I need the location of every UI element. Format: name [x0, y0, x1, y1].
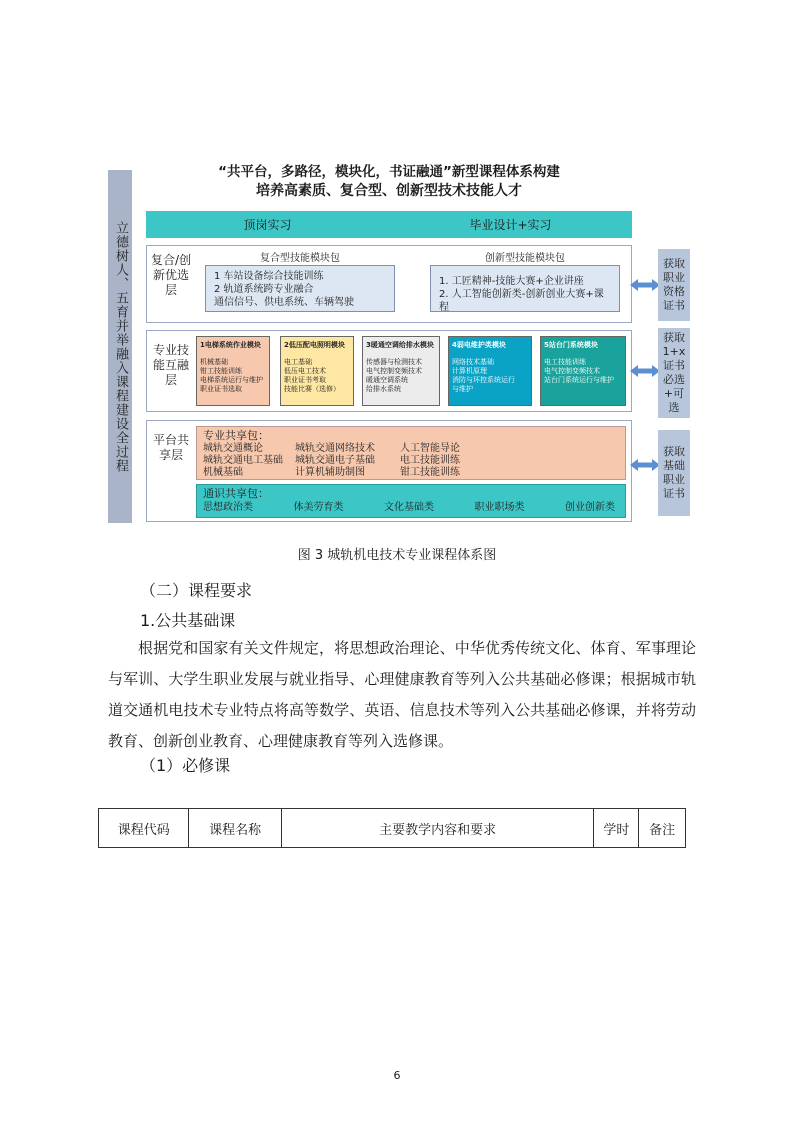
- common-item: 职业职场类: [474, 502, 525, 513]
- share-item: 人工智能导论: [400, 443, 460, 454]
- cert-vocational-qualification: [658, 249, 690, 321]
- module-low-voltage: [280, 336, 354, 406]
- module-weak-current: [448, 336, 532, 406]
- module-item: 消防与环控系统运行: [452, 376, 515, 384]
- cert-text: 获取基础职业证书: [663, 445, 685, 500]
- table-header-cell: 备注: [639, 809, 686, 848]
- module-item: 站台门系统运行与维护: [544, 376, 614, 384]
- course-table: [98, 808, 686, 848]
- module-item: 低压电工技术: [284, 367, 326, 375]
- table-header-cell: 主要教学内容和要求: [281, 809, 594, 848]
- module-title: 2低压配电照明模块: [284, 341, 345, 349]
- module-item: 电气控制变频技术: [544, 367, 600, 375]
- pkg-innovative-line: 2. 人工智能创新类-创新创业大赛+课程: [439, 289, 604, 313]
- layer2-label: 专业技能互融层: [152, 343, 189, 387]
- module-item: 暖通空调系统: [366, 376, 408, 384]
- module-item: 技能比赛（选修）: [284, 385, 340, 393]
- module-item: 钳工技能训练: [200, 367, 242, 375]
- pkg-composite-title: 复合型技能模块包: [260, 253, 340, 264]
- section-heading: （二）课程要求: [140, 581, 253, 600]
- module-item: 职业证书选取: [200, 385, 242, 393]
- page-number: 6: [393, 1069, 401, 1082]
- figure-caption: 图 3 城轨机电技术专业课程体系图: [297, 548, 497, 563]
- module-item: 电气控制变频技术: [366, 367, 422, 375]
- share-item: 城轨交通网络技术: [295, 443, 375, 454]
- module-title: 3暖通空调给排水模块: [366, 341, 434, 349]
- pkg-innovative-line: 1. 工匠精神-技能大赛+企业讲座: [439, 276, 584, 287]
- double-arrow-icon: [630, 278, 660, 292]
- share-item: 城轨交通概论: [203, 443, 263, 454]
- table-header-cell: 课程名称: [189, 809, 281, 848]
- left-banner-text: 立德树人、五育并举融入课程建设全过程: [113, 220, 128, 473]
- table-header-cell: 学时: [594, 809, 639, 848]
- common-item: 思想政治类: [203, 502, 253, 513]
- module-item: 电工技能训练: [544, 358, 586, 366]
- module-title: 4弱电维护类模块: [452, 341, 506, 349]
- module-platform-door: [540, 336, 626, 406]
- pkg-composite: [205, 265, 395, 312]
- cert-1plusx: [658, 328, 690, 418]
- pkg-innovative-title: 创新型技能模块包: [485, 253, 565, 264]
- common-item: 体美劳育类: [293, 502, 344, 513]
- diagram-title-line2: 培养高素质、复合型、创新型技术技能人才: [256, 183, 522, 199]
- module-item: 电梯系统运行与维护: [200, 376, 263, 384]
- share-item: 机械基础: [203, 467, 243, 478]
- module-item: 传感器与检测技术: [366, 358, 422, 366]
- module-item: 给排水系统: [366, 385, 401, 393]
- professional-shared-package: [196, 426, 626, 480]
- cert-text: 获取职业资格证书: [663, 257, 685, 312]
- double-arrow-icon: [630, 458, 660, 472]
- table-header-cell: 课程代码: [99, 809, 189, 848]
- share-title: 专业共享包：: [203, 429, 269, 442]
- top-band: [146, 211, 632, 238]
- general-shared-package: [196, 484, 626, 518]
- module-item: 计算机原理: [452, 367, 487, 375]
- layer1-label: 复合/创新优选层: [150, 253, 192, 297]
- sub-heading: 1.公共基础课: [140, 611, 236, 630]
- share-item: 城轨交通电子基础: [295, 455, 375, 466]
- module-item: 电工基础: [284, 358, 312, 366]
- sub-sub-heading: （1）必修课: [140, 756, 231, 775]
- share-grid: [203, 443, 619, 479]
- pkg-composite-line: 1 车站设备综合技能训练: [214, 271, 324, 282]
- cert-text: 获取1+x证书必选+可选: [662, 331, 686, 414]
- left-vertical-banner: [108, 170, 132, 523]
- layer3-label: 平台共享层: [152, 433, 189, 462]
- module-title: 5站台门系统模块: [544, 341, 598, 349]
- table-header-row: [99, 809, 686, 848]
- top-band-graduation: 毕业设计+实习: [469, 218, 552, 232]
- pkg-innovative: [430, 265, 620, 312]
- share-item: 城轨交通电工基础: [203, 455, 283, 466]
- pkg-composite-line: 2 轨道系统跨专业融合: [214, 284, 314, 295]
- common-item: 创业创新类: [565, 502, 615, 513]
- module-item: 职业证书考取: [284, 376, 326, 384]
- module-elevator: [196, 336, 270, 406]
- common-title: 通识共享包：: [203, 487, 269, 500]
- module-item: 机械基础: [200, 358, 228, 366]
- module-item: 网络技术基础: [452, 358, 494, 366]
- common-items: [203, 501, 619, 514]
- top-band-internship: 顶岗实习: [243, 218, 292, 232]
- pkg-composite-line: 通信信号、供电系统、车辆驾驶: [214, 297, 354, 308]
- share-item: 钳工技能训练: [400, 467, 460, 478]
- module-hvac: [362, 336, 440, 406]
- common-item: 文化基础类: [384, 502, 434, 513]
- diagram-title-line1: “共平台，多路径，模块化，书证融通”新型课程体系构建: [218, 164, 560, 180]
- double-arrow-icon: [630, 364, 660, 378]
- cert-basic-vocational: [658, 430, 690, 516]
- body-paragraph: 根据党和国家有关文件规定，将思想政治理论、中华优秀传统文化、体育、军事理论与军训、大学生职业发展与就业指导、心理健康教育等列入公共基础必修课；根据城市轨道交通机电技术专业特点将高等数学、英语、信息技术等列入公共基础必修课，并将劳动教育、创新创业教育、心理健康教育等列入选修课。: [108, 639, 696, 750]
- share-item: 电工技能训练: [400, 455, 460, 466]
- module-item: 与维护: [452, 385, 473, 393]
- module-title: 1电梯系统作业模块: [200, 341, 261, 349]
- share-item: 计算机辅助制图: [295, 467, 365, 478]
